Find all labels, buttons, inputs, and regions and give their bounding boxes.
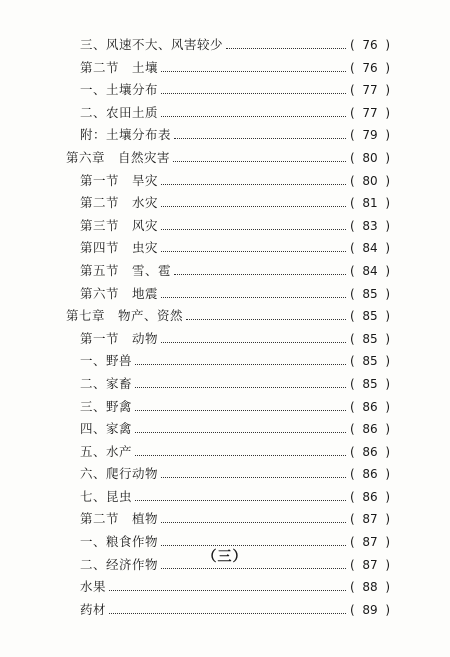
close-paren: ) (385, 309, 390, 324)
toc-page-number: 87 (362, 512, 378, 527)
toc-entry-title: 五、水产 (80, 443, 133, 459)
toc-entry-title: 三、野禽 (80, 398, 133, 414)
toc-page-number: 83 (362, 218, 378, 233)
toc-page-number: 88 (362, 580, 378, 595)
dot-leader (135, 455, 346, 456)
toc-entry-title: 三、风速不大、风害较少 (80, 37, 224, 52)
toc-entry-page (350, 328, 390, 351)
toc-page-number: 86 (362, 489, 378, 504)
open-paren: ( (350, 83, 355, 98)
close-paren: ) (385, 580, 390, 595)
toc-entry (66, 283, 390, 306)
toc-entry-title: 二、经济作物 (80, 556, 159, 572)
open-paren: ( (350, 489, 355, 504)
open-paren: ( (350, 422, 355, 437)
close-paren: ) (385, 196, 390, 211)
toc-entry-title: 第五节 雪、雹 (80, 262, 172, 278)
toc-page-number: 76 (362, 60, 378, 75)
dot-leader (109, 590, 346, 591)
toc-entry-page (350, 79, 390, 102)
toc-entry (66, 237, 390, 260)
toc-page-number: 77 (362, 83, 378, 98)
toc-entry (66, 441, 390, 464)
toc-page-number: 77 (362, 105, 378, 120)
open-paren: ( (350, 512, 355, 527)
close-paren: ) (385, 60, 390, 75)
open-paren: ( (350, 557, 355, 572)
open-paren: ( (350, 241, 355, 256)
close-paren: ) (385, 331, 390, 346)
dot-leader (135, 432, 346, 433)
toc-page-number: 84 (362, 263, 378, 278)
close-paren: ) (385, 150, 390, 165)
dot-leader (174, 274, 346, 275)
dot-leader (161, 477, 346, 478)
open-paren: ( (350, 263, 355, 278)
close-paren: ) (385, 489, 390, 504)
open-paren: ( (350, 376, 355, 391)
close-paren: ) (385, 38, 390, 52)
dot-leader (161, 206, 346, 207)
toc-entry-page (350, 396, 390, 419)
toc-entry-page (350, 441, 390, 464)
close-paren: ) (385, 557, 390, 572)
dot-leader (161, 342, 346, 343)
close-paren: ) (385, 241, 390, 256)
toc-entry-title: 第六章 自然灾害 (66, 149, 171, 165)
dot-leader (161, 522, 346, 523)
toc-entry-page (350, 418, 390, 441)
toc-entry-title: 二、农田土质 (80, 104, 159, 120)
open-paren: ( (350, 444, 355, 459)
open-paren: ( (350, 173, 355, 188)
toc-entry-page (350, 283, 390, 306)
close-paren: ) (385, 535, 390, 550)
toc-entry-page (350, 102, 390, 125)
toc-page-number: 86 (362, 399, 378, 414)
toc-entry (66, 102, 390, 125)
open-paren: ( (350, 105, 355, 120)
toc-entry-title: 第四节 虫灾 (80, 240, 159, 256)
toc-entry-title: 水果 (80, 579, 107, 595)
close-paren: ) (385, 105, 390, 120)
toc-entry-title: 一、土壤分布 (80, 82, 159, 98)
toc-entry (66, 373, 390, 396)
open-paren: ( (350, 535, 355, 550)
toc-entry (66, 192, 390, 215)
toc-page-number: 85 (362, 354, 378, 369)
toc-entry-title: 第二节 植物 (80, 511, 159, 527)
open-paren: ( (350, 354, 355, 369)
toc-page-number: 86 (362, 422, 378, 437)
toc-entry-title: 第二节 土壤 (80, 59, 159, 75)
toc-entry-title: 一、粮食作物 (80, 534, 159, 550)
toc-page-number: 86 (362, 444, 378, 459)
open-paren: ( (350, 150, 355, 165)
toc-entry-title: 第六节 地震 (80, 285, 159, 301)
dot-leader (161, 297, 346, 298)
dot-leader (161, 116, 346, 117)
toc-entry-page (350, 508, 390, 531)
open-paren: ( (350, 580, 355, 595)
toc-entry-page (350, 350, 390, 373)
toc-entry-page (350, 237, 390, 260)
page-number-footer: （三） (202, 549, 248, 565)
toc-entry-title: 第二节 水灾 (80, 195, 159, 211)
open-paren: ( (350, 309, 355, 324)
close-paren: ) (385, 263, 390, 278)
dot-leader (109, 613, 346, 614)
open-paren: ( (350, 128, 355, 143)
toc-entry-page (350, 170, 390, 193)
toc-entry-title: 一、野兽 (80, 353, 133, 369)
close-paren: ) (385, 218, 390, 233)
open-paren: ( (350, 196, 355, 211)
toc-entry-title: 六、爬行动物 (80, 466, 159, 482)
close-paren: ) (385, 444, 390, 459)
toc-entry (66, 328, 390, 351)
toc-entry-title: 七、昆虫 (80, 488, 133, 504)
toc-page-number: 80 (362, 150, 378, 165)
toc-entry (66, 463, 390, 486)
toc-entry (66, 147, 390, 170)
toc-entry-title: 第一节 动物 (80, 330, 159, 346)
dot-leader (135, 387, 346, 388)
close-paren: ) (385, 83, 390, 98)
table-of-contents (66, 34, 390, 621)
toc-entry-page (350, 147, 390, 170)
toc-entry-page (350, 305, 390, 328)
dot-leader (161, 184, 346, 185)
dot-leader (186, 319, 346, 320)
open-paren: ( (350, 218, 355, 233)
toc-page-number: 86 (362, 467, 378, 482)
dot-leader (161, 251, 346, 252)
toc-entry (66, 79, 390, 102)
toc-entry-page (350, 124, 390, 147)
dot-leader (135, 410, 346, 411)
toc-entry (66, 486, 390, 509)
close-paren: ) (385, 286, 390, 301)
close-paren: ) (385, 376, 390, 391)
close-paren: ) (385, 399, 390, 414)
open-paren: ( (350, 331, 355, 346)
toc-page-number: 84 (362, 241, 378, 256)
close-paren: ) (385, 467, 390, 482)
dot-leader (135, 500, 346, 501)
toc-page-number: 81 (362, 196, 378, 211)
dot-leader (161, 71, 346, 72)
dot-leader (226, 48, 346, 49)
toc-entry-page (350, 34, 390, 57)
dot-leader (135, 364, 346, 365)
close-paren: ) (385, 354, 390, 369)
toc-entry (66, 124, 390, 147)
toc-page-number: 79 (362, 128, 378, 143)
toc-entry-page (350, 576, 390, 599)
open-paren: ( (350, 467, 355, 482)
toc-page-number: 76 (362, 38, 378, 52)
toc-entry (66, 305, 390, 328)
toc-page-number: 85 (362, 286, 378, 301)
open-paren: ( (350, 60, 355, 75)
toc-page-number: 87 (362, 535, 378, 550)
close-paren: ) (385, 128, 390, 143)
toc-entry-title: 第三节 风灾 (80, 217, 159, 233)
close-paren: ) (385, 422, 390, 437)
toc-entry-title: 药材 (80, 601, 107, 617)
toc-entry (66, 215, 390, 238)
toc-page-number: 85 (362, 376, 378, 391)
dot-leader (161, 229, 346, 230)
dot-leader (161, 568, 346, 569)
toc-entry (66, 599, 390, 622)
close-paren: ) (385, 173, 390, 188)
toc-entry (66, 34, 390, 57)
toc-entry (66, 508, 390, 531)
toc-entry-page (350, 486, 390, 509)
toc-entry-page (350, 57, 390, 80)
close-paren: ) (385, 602, 390, 617)
toc-page-number: 89 (362, 602, 378, 617)
toc-entry-title: 四、家禽 (80, 421, 133, 437)
toc-entry (66, 396, 390, 419)
toc-entry-page (350, 599, 390, 622)
toc-entry (66, 170, 390, 193)
toc-page-number: 85 (362, 309, 378, 324)
toc-entry-page (350, 463, 390, 486)
toc-page-number: 80 (362, 173, 378, 188)
toc-entry (66, 576, 390, 599)
dot-leader (173, 161, 346, 162)
toc-entry-title: 第七章 物产、资然 (66, 308, 184, 324)
open-paren: ( (350, 602, 355, 617)
open-paren: ( (350, 38, 355, 52)
open-paren: ( (350, 286, 355, 301)
toc-entry-page (350, 373, 390, 396)
toc-page-number: 87 (362, 557, 378, 572)
open-paren: ( (350, 399, 355, 414)
toc-page-number: 85 (362, 331, 378, 346)
toc-entry-page (350, 192, 390, 215)
toc-entry (66, 57, 390, 80)
dot-leader (161, 93, 346, 94)
toc-entry (66, 260, 390, 283)
toc-entry (66, 418, 390, 441)
toc-entry-page (350, 260, 390, 283)
toc-entry (66, 350, 390, 373)
close-paren: ) (385, 512, 390, 527)
toc-entry-page (350, 215, 390, 238)
toc-entry-title: 第一节 旱灾 (80, 172, 159, 188)
toc-entry-title: 附：土壤分布表 (80, 127, 172, 143)
toc-entry-title: 二、家畜 (80, 375, 133, 391)
dot-leader (174, 138, 346, 139)
